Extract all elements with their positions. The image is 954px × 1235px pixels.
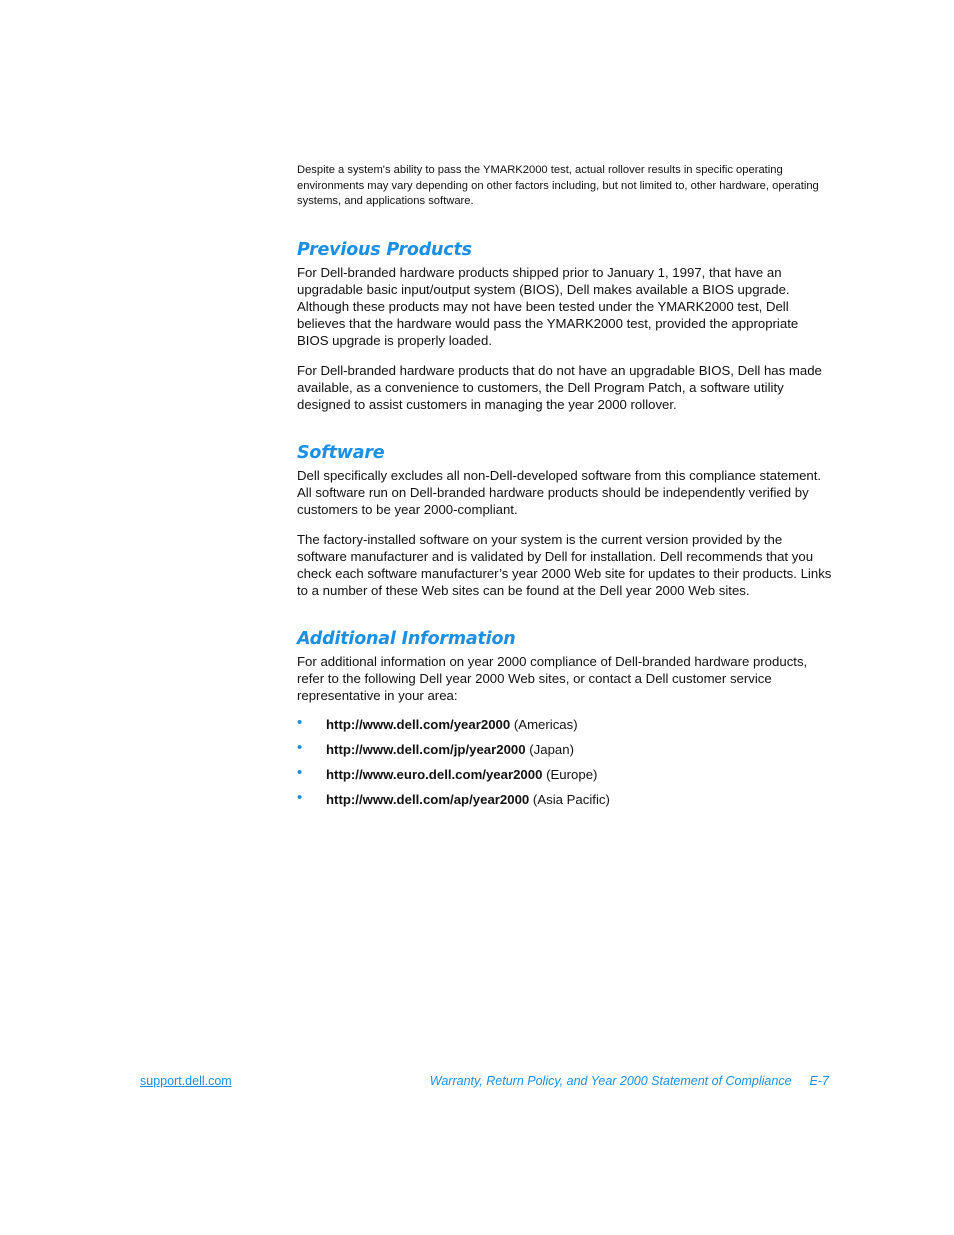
footer-title: Warranty, Return Policy, and Year 2000 Statement of Compliance [429,1074,792,1088]
list-item [297,788,832,808]
heading-software: Software [297,442,385,463]
previous-paragraph-1: For Dell-branded hardware products shipped prior to January 1, 1997, that have an upgradable basic input/output system (BIOS), Dell makes available a BIOS upgrade. Although these products may not have been tested under the YMARK2000 test, Dell believes that the hardware would pass the YMARK2000 test, provided the appropriate BIOS upgrade is properly loaded. [297,264,799,348]
list-item [297,763,832,783]
link-americas[interactable]: http://www.dell.com/year2000 [326,716,511,732]
list-item [297,713,832,733]
heading-previous-products: Previous Products [297,239,472,260]
additional-paragraph-1: For additional information on year 2000 compliance of Dell-branded hardware products, refer to the following Dell year 2000 Web sites, or contact a Dell customer service representative in your area: [297,653,808,703]
list-item [297,738,832,758]
page-number: E-7 [809,1074,829,1088]
region-label: (Americas) [513,716,578,732]
region-label: (Europe) [546,766,598,782]
link-asia-pacific[interactable]: http://www.dell.com/ap/year2000 [326,791,530,807]
footer-site-link[interactable]: support.dell.com [140,1074,232,1088]
region-label: (Asia Pacific) [532,791,610,807]
link-europe[interactable]: http://www.euro.dell.com/year2000 [326,766,543,782]
heading-additional-information: Additional Information [297,628,516,649]
bullet-icon: • [297,788,303,806]
link-japan[interactable]: http://www.dell.com/jp/year2000 [326,741,526,757]
region-label: (Japan) [529,741,574,757]
page-content [297,163,832,816]
bullet-icon: • [297,738,303,756]
intro-note: Despite a system's ability to pass the YMARK2000 test, actual rollover results in specific operating environments may vary depending on other factors including, but not limited to, other hardware, operating systems, and applications software. [297,164,819,207]
previous-paragraph-2: For Dell-branded hardware products that do not have an upgradable BIOS, Dell has made available, as a convenience to customers, the Dell Program Patch, a software utility designed to assist customers in managing the year 2000 rollover. [297,362,822,412]
footer-running-title [430,1074,829,1088]
software-paragraph-2: The factory-installed software on your system is the current version provided by the software manufacturer and is validated by Dell for installation. Dell recommends that you check each software manufacturer’s year 2000 Web site for updates to their products. Links to a number of these Web sites can be found at the Dell year 2000 Web sites. [297,531,832,598]
bullet-icon: • [297,763,303,781]
bullet-icon: • [297,713,303,731]
software-paragraph-1: Dell specifically excludes all non-Dell-developed software from this compliance statement. All software run on Dell-branded hardware products should be independently verified by customers to be year 2000-compliant. [297,467,822,517]
year2000-links-list [297,713,832,808]
